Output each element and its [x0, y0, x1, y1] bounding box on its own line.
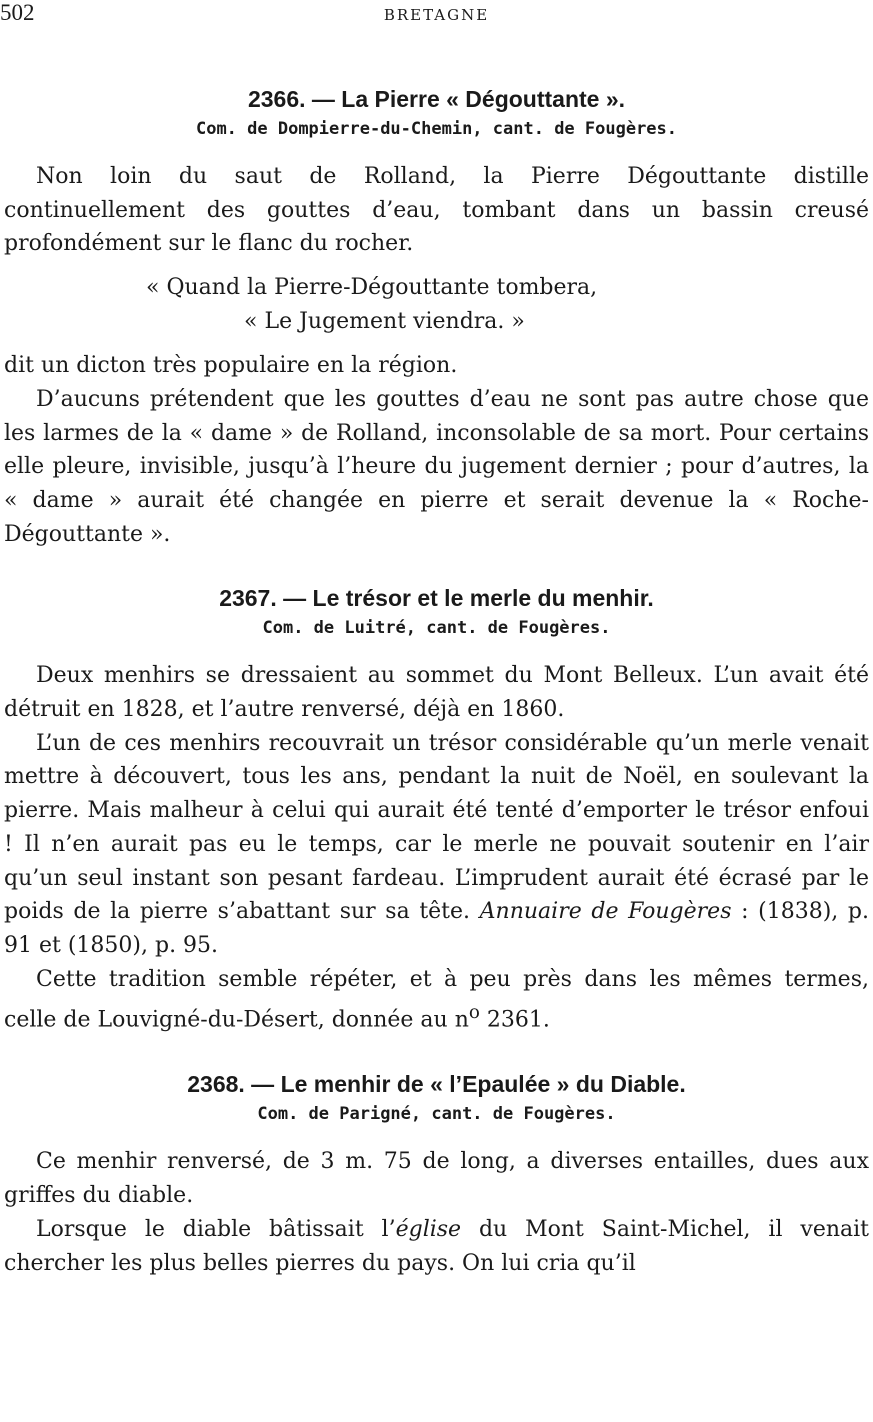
text-column	[4, 84, 869, 1280]
paragraph-text: 2361.	[479, 1007, 550, 1033]
entry-title: 2368. — Le menhir de « l’Epaulée » du Diable.	[187, 1071, 686, 1098]
italic-word: église	[395, 1216, 462, 1242]
paragraph-text: Cette tradition semble répéter, et à peu près dans les mêmes termes, celle de Louvigné-du-Désert, donnée au n	[4, 966, 869, 1033]
verse-line: « Le Jugement viendra. »	[244, 309, 525, 335]
paragraph-text: Lorsque le diable bâtissait l’	[36, 1216, 396, 1242]
entry-2366	[4, 84, 869, 551]
running-head	[0, 0, 873, 30]
paragraph: D’aucuns prétendent que les gouttes d’eau ne sont pas autre chose que les larmes de la « dame » de Rolland, inconsolable de sa mort. Pour certains elle pleure, invisible, jusqu’à l’heure du jugement dernier ; pour d’autres, la « dame » aurait été changée en pierre et serait devenue la « Roche-Dégouttante ».	[4, 386, 869, 547]
entry-location: Com. de Parigné, cant. de Fougères.	[257, 1104, 616, 1125]
source-citation: Annuaire de Fougères	[479, 899, 732, 925]
citation-pages: : (1838), p. 91 et (1850), p. 95.	[4, 899, 870, 958]
paragraph: dit un dicton très populaire en la région.	[4, 353, 458, 379]
running-title: BRETAGNE	[383, 6, 490, 24]
paragraph-text: du Mont Saint-Michel, il venait chercher les plus belles pierres du pays. On lui cria qu’il	[4, 1216, 869, 1276]
paragraph: Deux menhirs se dressaient au sommet du Mont Belleux. L’un avait été détruit en 1828, et l’autre renversé, déjà en 1860.	[4, 663, 869, 723]
entry-2367	[4, 583, 869, 1037]
entry-title: 2367. — Le trésor et le merle du menhir.	[219, 585, 654, 612]
entry-title: 2366. — La Pierre « Dégouttante ».	[247, 86, 626, 112]
verse-line: « Quand la Pierre-Dégouttante tombera,	[146, 275, 598, 301]
paragraph	[4, 727, 869, 963]
entry-2368	[4, 1069, 869, 1280]
entry-location: Com. de Dompierre-du-Chemin, cant. de Fougères.	[195, 119, 678, 139]
paragraph	[4, 1213, 869, 1280]
paragraph: Ce menhir renversé, de 3 m. 75 de long, a diverses entailles, dues aux griffes du diable.	[4, 1149, 869, 1209]
paragraph	[4, 963, 869, 1038]
page-number: 502	[0, 0, 35, 25]
paragraph: Non loin du saut de Rolland, la Pierre Dégouttante distille continuellement des gouttes d’eau, tombant dans un bassin creusé profondément sur le flanc du rocher.	[4, 164, 869, 257]
entry-location: Com. de Luitré, cant. de Fougères.	[262, 618, 611, 639]
superscript: o	[468, 1002, 480, 1024]
paragraph-text: L’un de ces menhirs recouvrait un trésor considérable qu’un merle venait mettre à découvert, tous les ans, pendant la nuit de Noël, en soulevant la pierre. Mais malheur à celui qui aurait été tenté d’emporter le trésor enfoui ! Il n’en aurait pas eu le temps, car le merle ne pouvait soutenir en l’air qu’un seul instant son pesant fardeau. L’imprudent aurait été écrasé par le poids de la pierre s’abattant sur sa tête.	[4, 730, 869, 925]
